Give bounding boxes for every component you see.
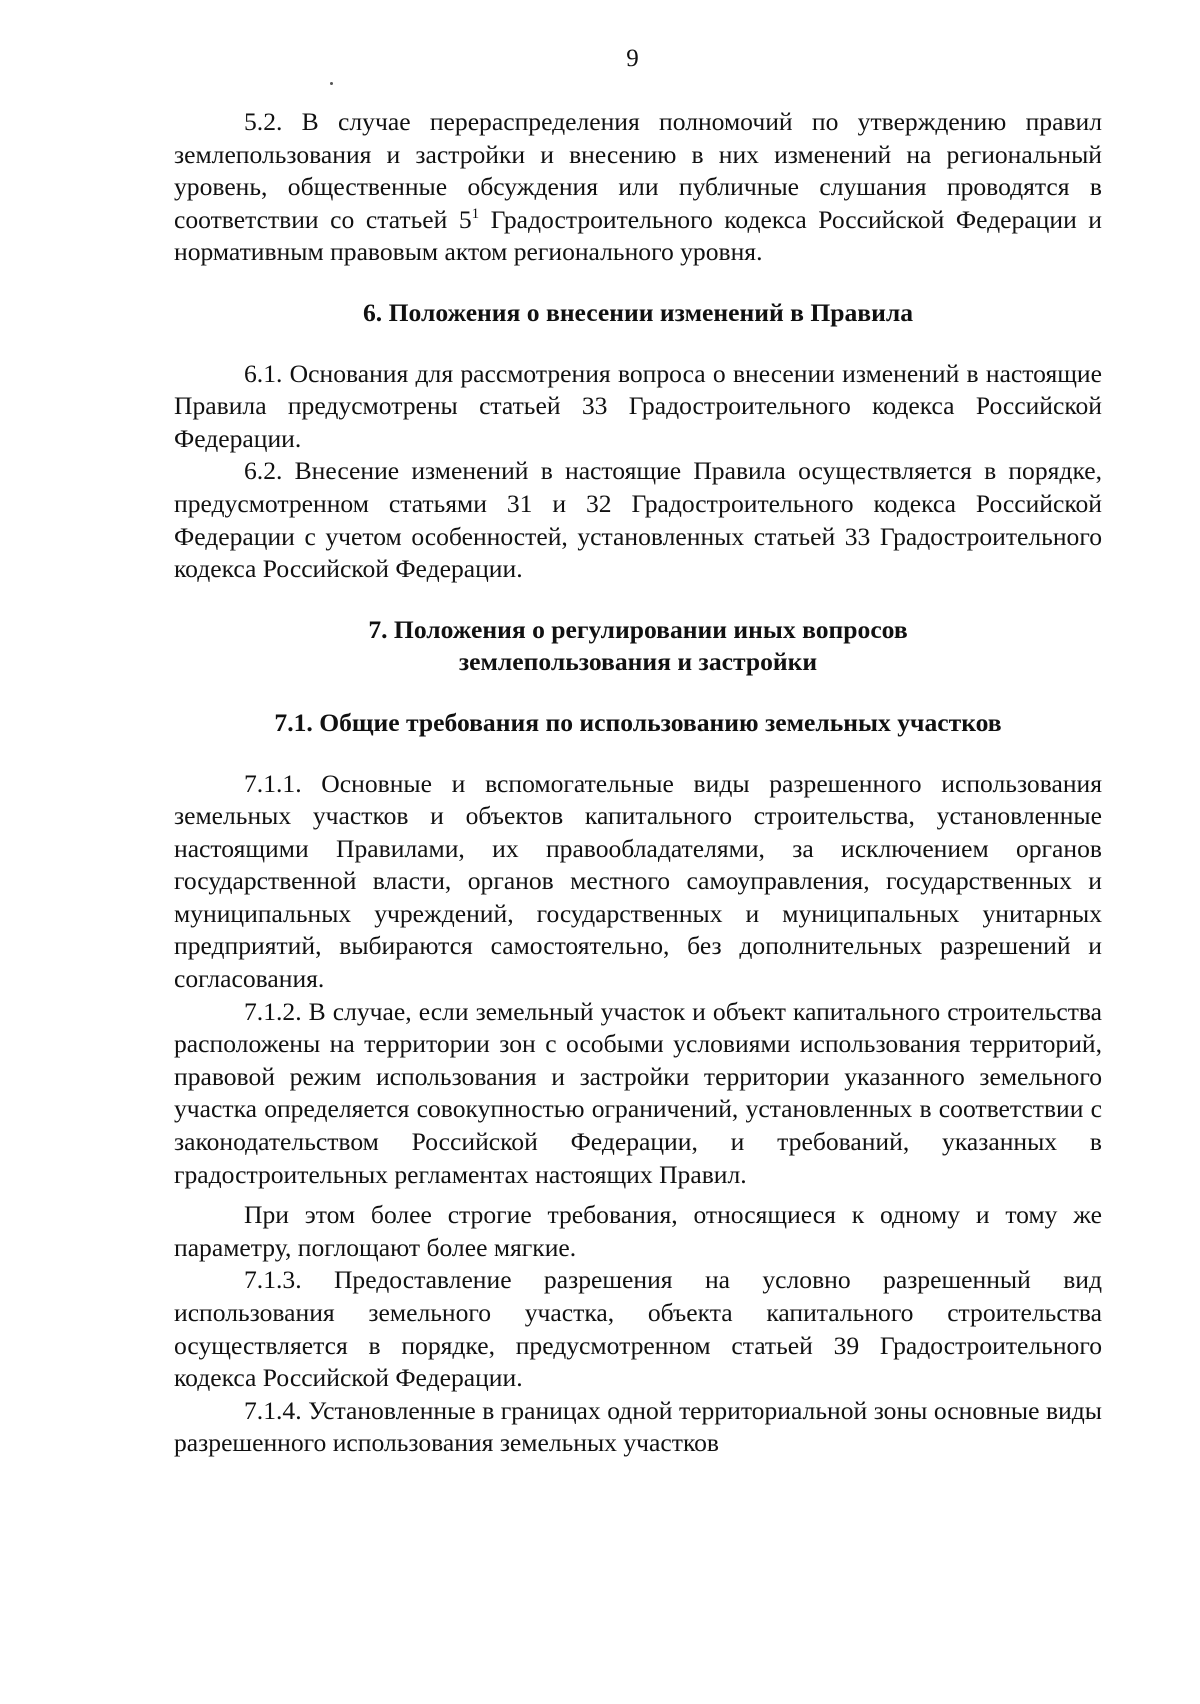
paragraph-7-1-3: 7.1.3. Предоставление разрешения на условно разрешенный вид использования земельного участка, объекта капитального строительства осуществляется в порядке, предусмотренном статьей 39 Градостроительного кодекса Российской Федерации. [174, 1265, 1102, 1393]
paragraph-7-1-2-note: При этом более строгие требования, относящиеся к одному и тому же параметру, поглощают более мягкие. [174, 1200, 1102, 1262]
page-number: 9 [626, 45, 639, 72]
paragraph-7-1-1: 7.1.1. Основные и вспомогательные виды разрешенного использования земельных участков и объектов капитального строительства, установленные настоящими Правилами, их правообладателями, за исключением органов государственной власти, органов местного самоуправления, государственных и муниципальных учреждений, государственных и муниципальных унитарных предприятий, выбираются самостоятельно, без дополнительных разрешений и согласования. [174, 768, 1102, 994]
paragraph-6-1: 6.1. Основания для рассмотрения вопроса о внесении изменений в настоящие Правила предусмотрены статьей 33 Градостроительного кодекса Российской Федерации. [174, 358, 1102, 453]
superscript: 1 [471, 205, 480, 222]
scan-speck [330, 82, 333, 85]
section-heading-7 [174, 614, 1102, 679]
document-body [174, 106, 1102, 1460]
section-heading-6: 6. Положения о внесении изменений в Правила [363, 297, 913, 327]
subsection-heading-7-1: 7.1. Общие требования по использованию земельных участков [274, 707, 1002, 737]
section-heading-7-line1: 7. Положения о регулировании иных вопросов [368, 614, 908, 644]
section-heading-7-line2: землепользования и застройки [458, 647, 818, 677]
paragraph-7-1-4: 7.1.4. Установленные в границах одной территориальной зоны основные виды разрешенного использования земельных участков [174, 1395, 1102, 1458]
paragraph-7-1-2: 7.1.2. В случае, если земельный участок и объект капитального строительства расположены на территории зон с особыми условиями использования территорий, правовой режим использования и застройки территории указанного земельного участка определяется совокупностью ограничений, установленных в соответствии с законодательством Российской Федерации, и требований, указанных в градостроительных регламентах настоящих Правил. [174, 996, 1102, 1189]
paragraph-6-2: 6.2. Внесение изменений в настоящие Правила осуществляется в порядке, предусмотренном статьями 31 и 32 Градостроительного кодекса Российской Федерации с учетом особенностей, установленных статьей 33 Градостроительного кодекса Российской Федерации. [174, 456, 1102, 584]
paragraph-5-2: 5.2. В случае перераспределения полномочий по утверждению правил землепользования и застройки и внесению в них изменений на региональный уровень, общественные обсуждения или публичные слушания проводятся в соответствии со статьей $5^1$ Градостроительного кодекса Российской Федерации и нормативным правовым актом регионального уровня. [174, 107, 1102, 267]
